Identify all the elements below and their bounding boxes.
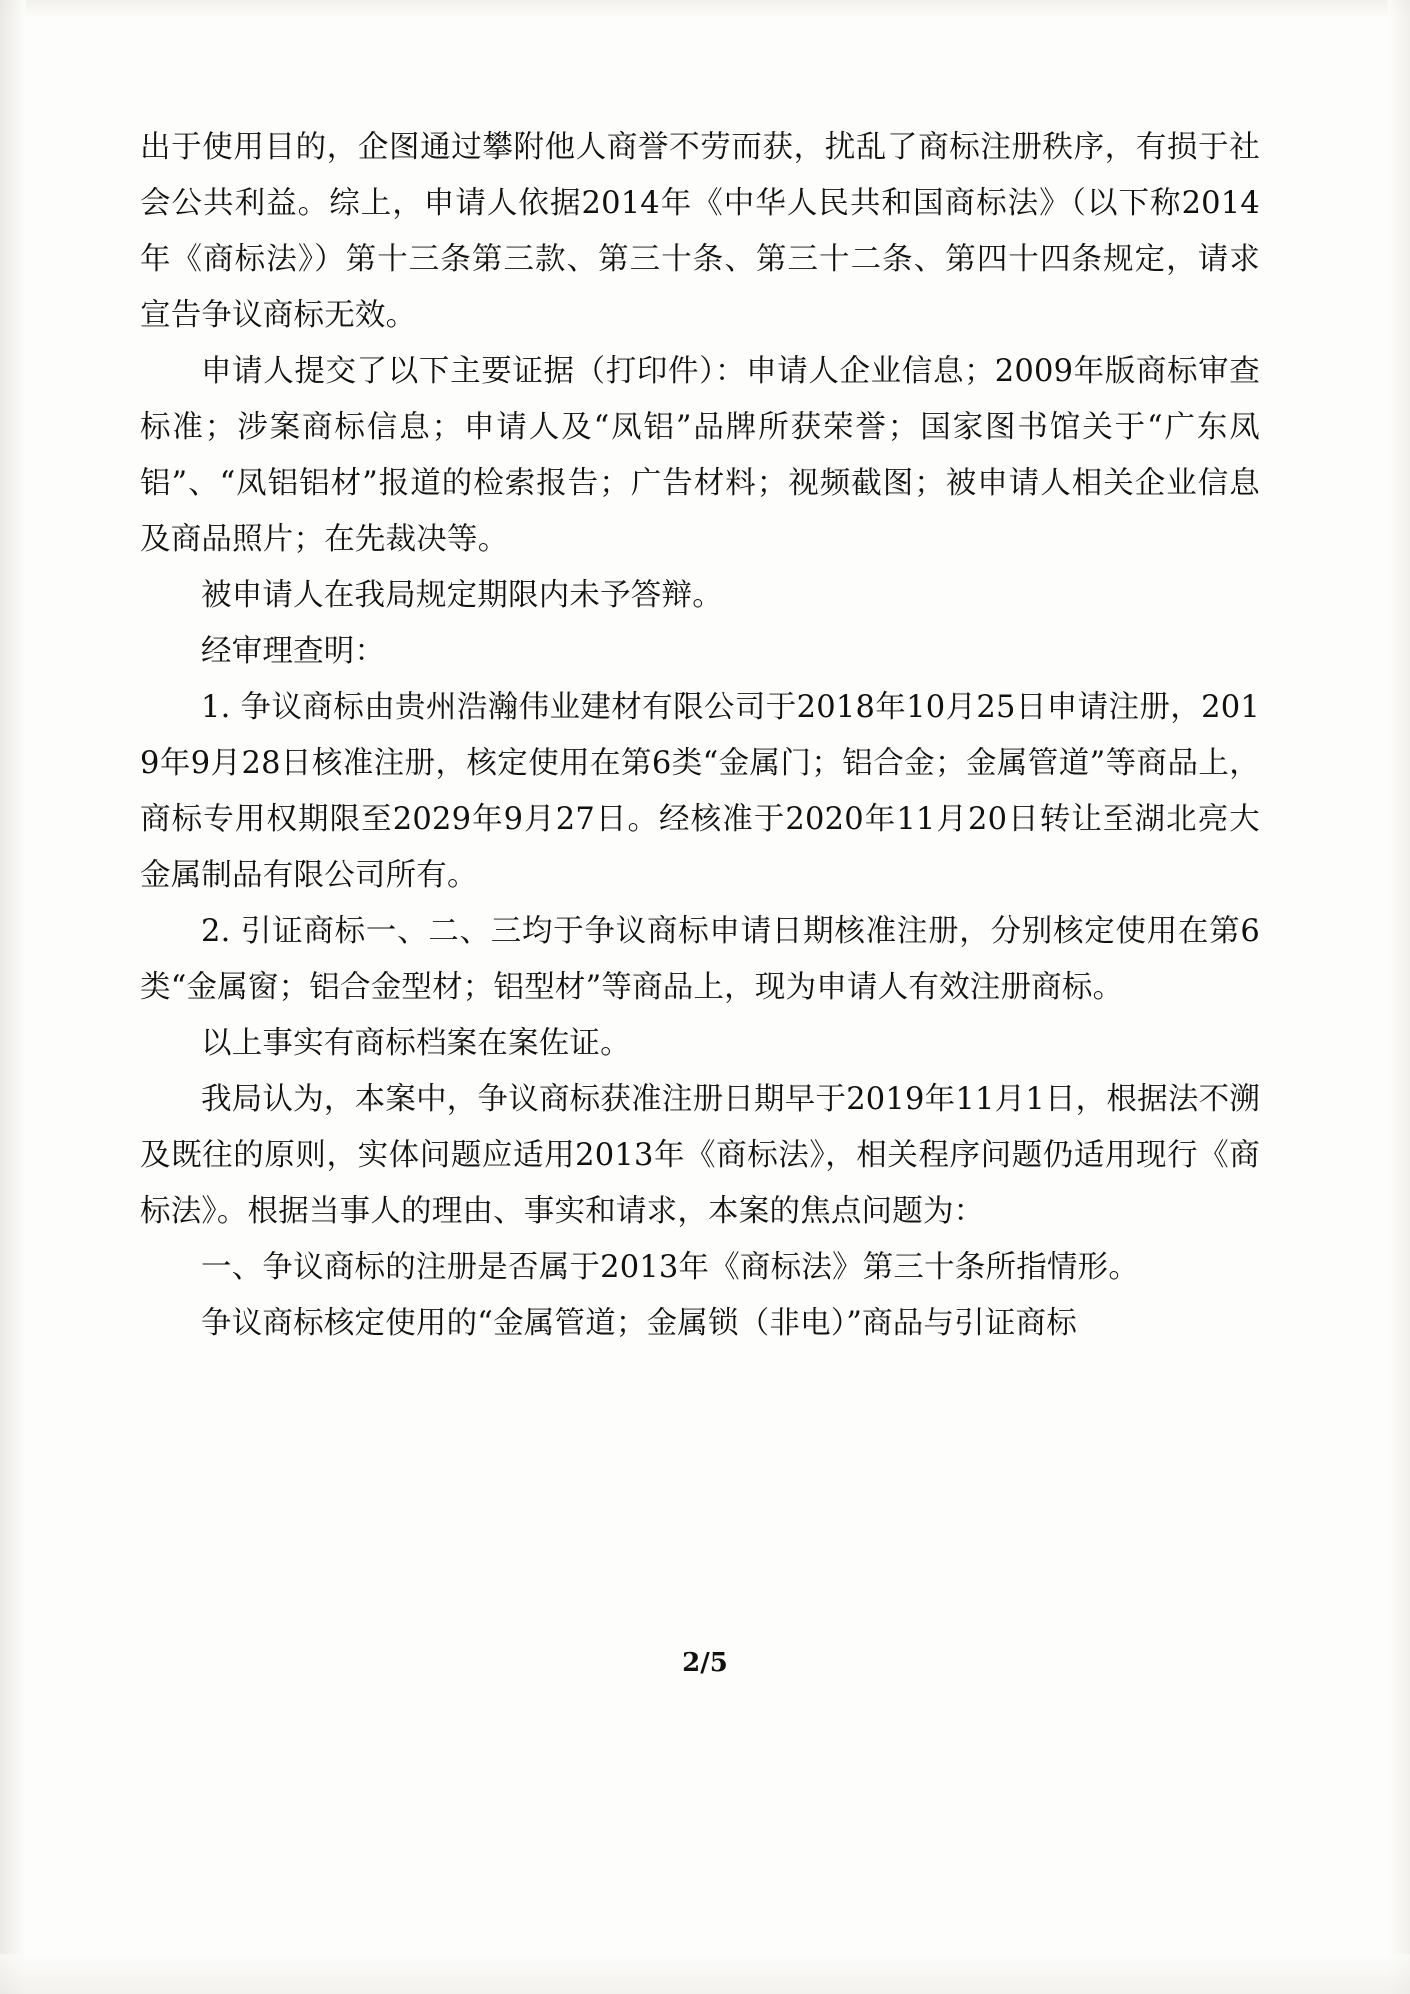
paper-edge-bottom bbox=[0, 1954, 1410, 1994]
paper-edge-right bbox=[1388, 0, 1410, 1994]
paragraph-3: 被申请人在我局规定期限内未予答辩。 bbox=[201, 578, 723, 613]
page-number: 2/5 bbox=[682, 1648, 728, 1678]
paragraph-10: 争议商标核定使用的“金属管道；金属锁（非电）”商品与引证商标 bbox=[201, 1306, 1077, 1341]
paper-edge-left bbox=[0, 0, 26, 1994]
paragraph-8: 我局认为，本案中，争议商标获准注册日期早于2019年11月1日，根据法不溯及既往的原则，实体问题应适用2013年《商标法》，相关程序问题仍适用现行《商标法》。根据当事人的理由、事实和请求，本案的焦点问题为： bbox=[140, 1082, 1260, 1229]
document-body bbox=[140, 120, 1260, 1352]
paragraph-7: 以上事实有商标档案在案佐证。 bbox=[201, 1026, 631, 1061]
paragraph-4: 经审理查明： bbox=[201, 634, 386, 669]
paragraph-1: 出于使用目的，企图通过攀附他人商誉不劳而获，扰乱了商标注册秩序，有损于社会公共利益。综上，申请人依据2014年《中华人民共和国商标法》（以下称2014年《商标法》）第十三条第三款、第三十条、第三十二条、第四十四条规定，请求宣告争议商标无效。 bbox=[140, 130, 1260, 333]
paragraph-6: 2. 引证商标一、二、三均于争议商标申请日期核准注册，分别核定使用在第6类“金属窗；铝合金型材；铝型材”等商品上，现为申请人有效注册商标。 bbox=[140, 914, 1260, 1005]
paragraph-2: 申请人提交了以下主要证据（打印件）：申请人企业信息；2009年版商标审查标准；涉案商标信息；申请人及“凤铝”品牌所获荣誉；国家图书馆关于“广东凤铝”、“凤铝铝材”报道的检索报告；广告材料；视频截图；被申请人相关企业信息及商品照片；在先裁决等。 bbox=[140, 354, 1260, 557]
paper-edge-top bbox=[0, 0, 1410, 18]
paragraph-5: 1. 争议商标由贵州浩瀚伟业建材有限公司于2018年10月25日申请注册，2019年9月28日核准注册，核定使用在第6类“金属门；铝合金；金属管道”等商品上，商标专用权期限至2029年9月27日。经核准于2020年11月20日转让至湖北亮大金属制品有限公司所有。 bbox=[140, 690, 1260, 893]
paragraph-9: 一、争议商标的注册是否属于2013年《商标法》第三十条所指情形。 bbox=[201, 1250, 1140, 1285]
